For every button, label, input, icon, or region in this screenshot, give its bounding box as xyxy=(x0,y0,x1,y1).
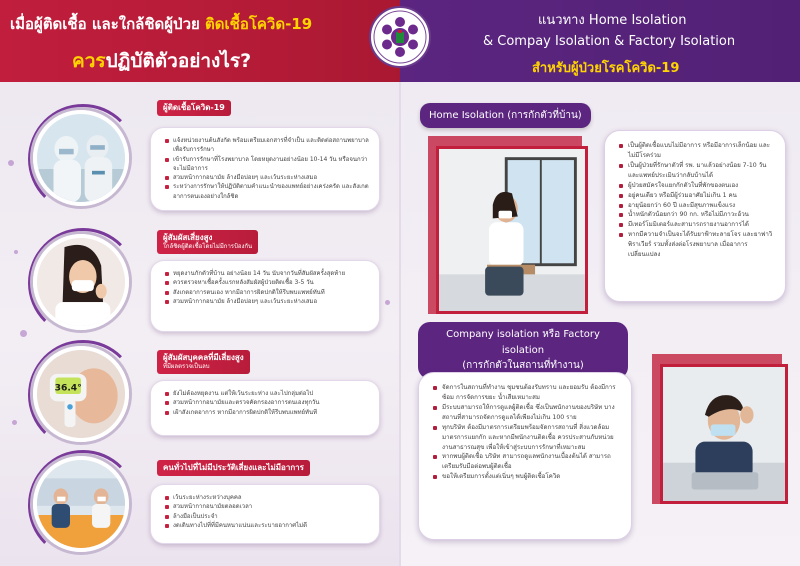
card-company-isolation xyxy=(418,372,632,540)
list-item: ทุกบริษัท ต้องมีมาตรการเตรียมพร้อมจัดการสถานที่ สิ่งแวดล้อม มาตรการแยกกัก และหากมีพนักงานติดเชื้อ ควรประสานกับหน่วยงานสาธารณสุข เพื่อให้เข้าสู่ระบบการรักษาที่เหมาะสม xyxy=(433,423,621,453)
list-item: ควรตรวจหาเชื้อครั้งแรกหลังสัมผัสผู้ป่วยติดเชื้อ 3-5 วัน xyxy=(165,278,369,287)
ieat-logo xyxy=(369,6,431,68)
decor-dot xyxy=(14,250,18,254)
card-contact-of-high-risk xyxy=(150,380,380,436)
right-title-line3: สำหรับผู้ป่วยโรคโควิด-19 xyxy=(532,61,680,76)
list-item: มีเทอร์โมมิเตอร์และสามารถรายงานอาการได้ xyxy=(619,220,775,230)
list-item: สวมหน้ากากอนามัย ล้างมือบ่อยๆ และเว้นระยะห่างเสมอ xyxy=(165,173,369,182)
right-title-line2: & Compay Isolation & Factory Isolation xyxy=(483,34,736,49)
tag-general-public: คนทั่วไปที่ไม่มีประวัติเสี่ยงและไม่มีอาการ xyxy=(157,460,310,476)
list-item: เว้นระยะห่างระหว่างบุคคล xyxy=(165,493,369,502)
list-item: ล้างมือเป็นประจำ xyxy=(165,512,369,521)
list-item: ระหว่างการรักษาให้ปฏิบัติตามคำแนะนำของแพทย์อย่างเคร่งครัด และสังเกตอาการตนเองอย่างใกล้ชิด xyxy=(165,182,369,201)
thermometer-reading: 36.4° xyxy=(54,382,82,394)
card-home-isolation xyxy=(604,130,786,302)
list-item: เป็นผู้ติดเชื้อแบบไม่มีอาการ หรือมีอาการเล็กน้อย และไม่มีโรคร่วม xyxy=(619,141,775,161)
list-item: ยังไม่ต้องหยุดงาน แต่ให้เว้นระยะห่าง และไปกลุ่มต่อไป xyxy=(165,389,369,398)
thermometer-photo xyxy=(33,346,129,442)
office-worker-photo xyxy=(660,364,788,504)
card-high-risk-contact xyxy=(150,260,380,332)
left-header xyxy=(0,0,400,82)
tag-high-risk-contact: ผู้สัมผัสเสี่ยงสูง ใกล้ชิดผู้ติดเชื้อโดยไม่มีการป้องกัน xyxy=(157,230,258,254)
list-item: แจ้งหน่วยงานต้นสังกัด พร้อมเตรียมเอกสารที่จำเป็น และติดต่อสถานพยาบาล เพื่อรับการรักษา xyxy=(165,136,369,155)
decor-dot xyxy=(8,160,14,166)
list-item: เข้ารับการรักษาที่โรงพยาบาล โดยหยุดงานอย่างน้อย 10-14 วัน หรือจนกว่าจะไม่มีอาการ xyxy=(165,155,369,174)
left-title-line1: เมื่อผู้ติดเชื้อ และใกล้ชิดผู้ป่วย ติดเชื้อโควิด-19 xyxy=(10,15,313,33)
list-item: จัดการในสถานที่ทำงาน ชุมชนต้องรับทราบ และยอมรับ ต้องมีการซ้อม การจัดการขยะ น้ำเสียเหมาะสม xyxy=(433,383,621,403)
left-title-line2: ควรปฏิบัติตัวอย่างไร? xyxy=(72,50,252,72)
medical-staff-photo xyxy=(33,110,129,206)
list-item: สวมหน้ากากอนามัยตลอดเวลา xyxy=(165,502,369,511)
list-item: เฝ้าสังเกตอาการ หากมีอาการผิดปกติให้รีบพบแพทย์ทันที xyxy=(165,408,369,417)
card-infected xyxy=(150,127,380,211)
company-isolation-subtitle: (การกักตัวในสถานที่ทำงาน) xyxy=(462,360,584,371)
list-item: ขอให้เตรียมการตั้งแต่เนิ่นๆ พบผู้ติดเชื้อโควิด xyxy=(433,472,621,482)
list-item: งดเดินทางไปที่ที่มีคนหนาแน่นและระบายอากาศไม่ดี xyxy=(165,521,369,530)
list-item: หากพบผู้ติดเชื้อ บริษัท สามารถดูแลพนักงานเบื้องต้นได้ สามารถเตรียมรับมือต่อพบผู้ติดเชื้อ xyxy=(433,452,621,472)
decor-dot xyxy=(20,330,27,337)
list-item: อายุน้อยกว่า 60 ปี และมีสุขภาพแข็งแรง xyxy=(619,201,775,211)
list-item: มีระบบสามารถให้การดูแลผู้ติดเชื้อ ซึ่งเป็นพนักงานของบริษัท บางสถานที่สามารถจัดการดูแลได้เพียงไม่เกิน 100 ราย xyxy=(433,403,621,423)
list-item: หากมีความจำเป็นจะได้รับยาฟ้าทะลายโจร และยาฟาวิพิราเวียร์ รวมทั้งส่งต่อโรงพยาบาล เมื่ออาการเปลี่ยนแปลง xyxy=(619,230,775,260)
list-item: หยุดงานกักตัวที่บ้าน อย่างน้อย 14 วัน นับจากวันที่สัมผัสครั้งสุดท้าย xyxy=(165,269,369,278)
distancing-people-photo xyxy=(33,456,129,552)
right-title-line1: แนวทาง Home Isolation xyxy=(538,13,687,28)
home-isolation-photo xyxy=(436,146,588,314)
list-item: น้ำหนักตัวน้อยกว่า 90 กก. หรือไม่มีภาวะอ้วน xyxy=(619,210,775,220)
list-item: อยู่คนเดียว หรือมีผู้ร่วมอาศัยไม่เกิน 1 คน xyxy=(619,191,775,201)
company-isolation-title: Company isolation หรือ Factory isolation xyxy=(446,329,600,356)
tag-home-isolation: Home Isolation (การกักตัวที่บ้าน) xyxy=(420,103,591,128)
list-item: เป็นผู้ป่วยที่รักษาตัวที่ รพ. มาแล้วอย่างน้อย 7-10 วัน และแพทย์ประเมินว่ากลับบ้านได้ xyxy=(619,161,775,181)
list-item: ผู้ป่วยสมัครใจแยกกักตัวในที่พักของตนเอง xyxy=(619,181,775,191)
list-item: สวมหน้ากากอนามัย ล้างมือบ่อยๆ และเว้นระยะห่างเสมอ xyxy=(165,297,369,306)
list-item: สังเกตอาการตนเอง หากมีอาการผิดปกติให้รีบพบแพทย์ทันที xyxy=(165,288,369,297)
right-header xyxy=(400,0,800,82)
page-divider xyxy=(399,82,401,566)
tag-contact-of-high-risk: ผู้สัมผัสบุคคลที่มีเสี่ยงสูง ที่มีผลตรวจเป็นลบ xyxy=(157,350,250,374)
card-general-public xyxy=(150,484,380,544)
tag-infected: ผู้ติดเชื้อโควิด-19 xyxy=(157,100,231,116)
list-item: สวมหน้ากากอนามัยและตรวจคัดกรองอาการตนเองทุกวัน xyxy=(165,398,369,407)
woman-with-mask-photo xyxy=(33,234,129,330)
decor-dot xyxy=(12,420,17,425)
decor-dot xyxy=(385,300,390,305)
tag-company-isolation xyxy=(418,322,628,379)
